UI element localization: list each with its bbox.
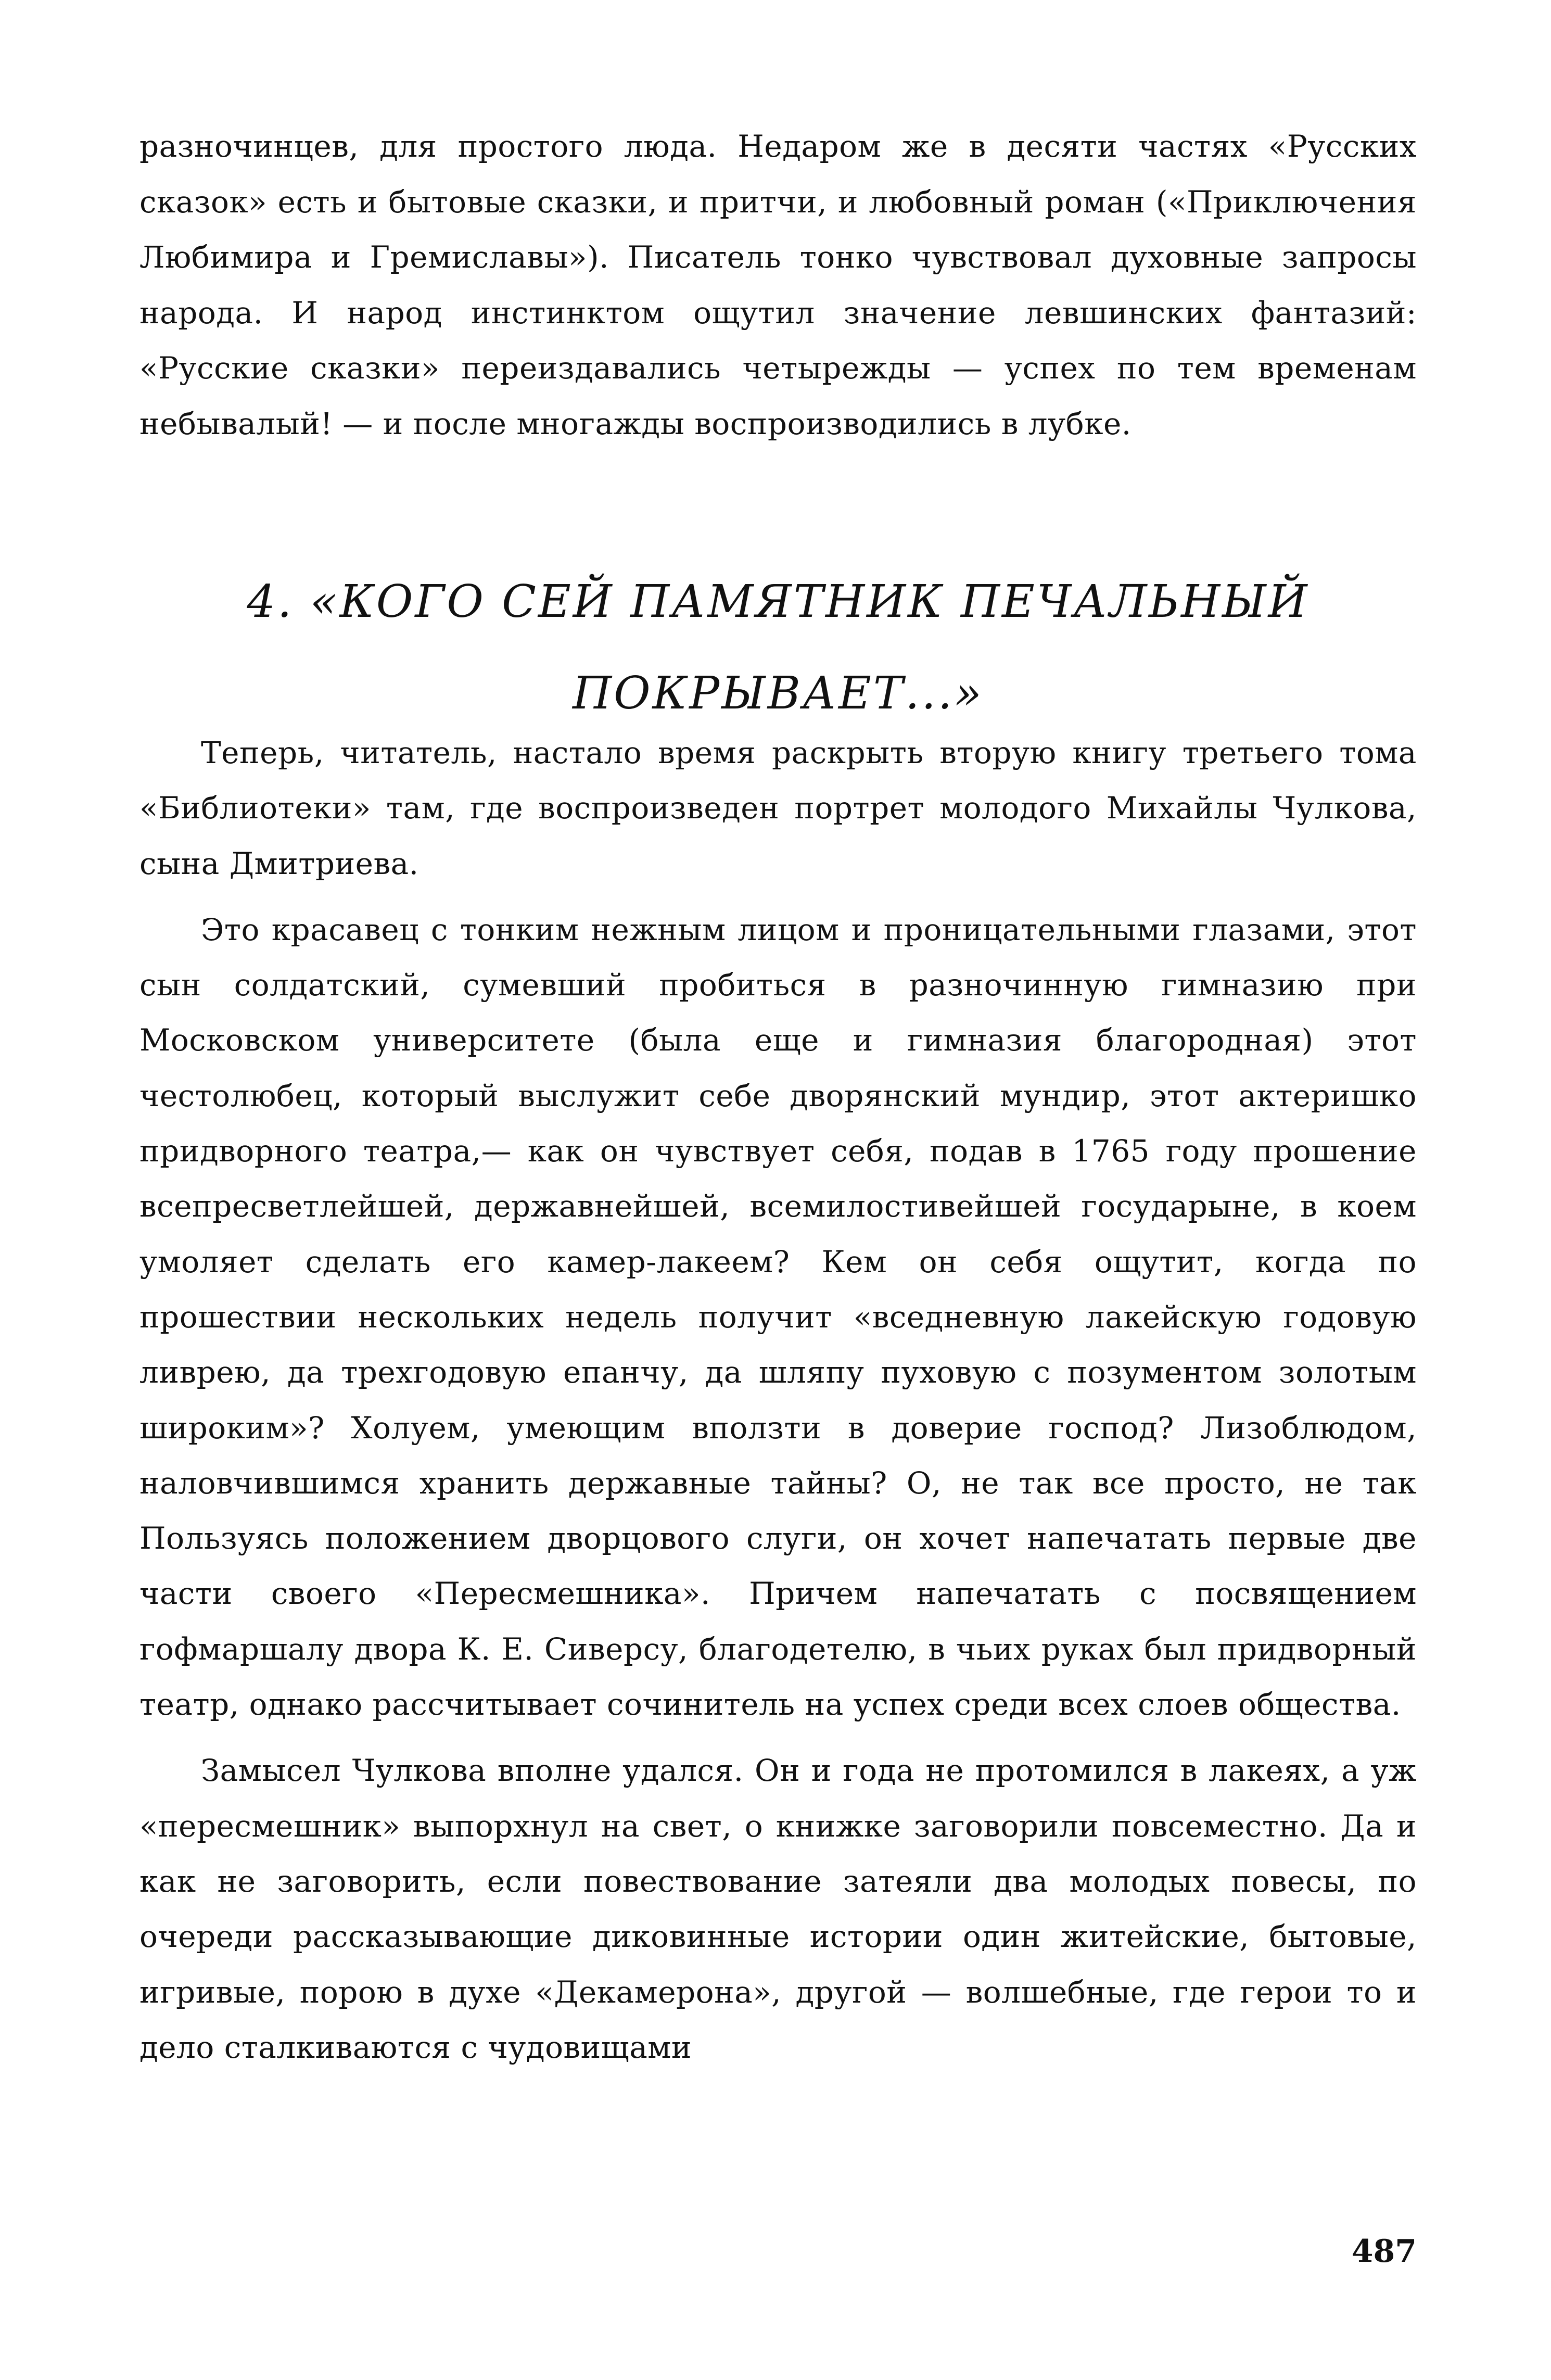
intro-paragraph: разночинцев, для простого люда. Недаром же в десяти частях «Русских сказок» есть и бытовые сказки, и притчи, и любовный роман («Приключения Любимира и Гремиславы»). Писатель тонко чувствовал духовные запросы народа. И народ инстинктом ощутил значение левшинских фантазий: «Русские сказки» переиздавались четырежды — успех по тем временам небывалый! — и после многажды воспроизводились в лубке. [139, 129, 1417, 441]
page-number: 487 [1351, 2233, 1417, 2270]
section-heading [139, 556, 1417, 739]
body-paragraph-1: Теперь, читатель, настало время раскрыть вторую книгу третьего тома «Библиотеки» там, где воспроизведен портрет молодого Михайлы Чулкова, сына Дмитриева. [139, 735, 1417, 881]
body-paragraph-3: Замысел Чулкова вполне удался. Он и года не протомился в лакеях, а уж «пересмешник» выпорхнул на свет, о книжке заговорили повсеместно. Да и как не заговорить, если повествование затеяли два молодых повесы, по очереди рассказывающие диковинные истории один житейские, бытовые, игривые, порою в духе «Декамерона», другой — волшебные, где герои то и дело сталкиваются с чудовищами [139, 1753, 1417, 2065]
section-heading-line-1: 4. «КОГО СЕЙ ПАМЯТНИК ПЕЧАЛЬНЫЙ [247, 576, 1310, 628]
intro-text-block [139, 119, 1417, 451]
body-paragraph-2: Это красавец с тонким нежным лицом и проницательными глазами, этот сын солдатский, сумевший пробиться в разночинную гимназию при Московском университете (была еще и гимназия благородная) этот честолюбец, который выслужит себе дворянский мундир, этот актеришко придворного театра,— как он чувствует себя, подав в 1765 году прошение всепресветлейшей, державнейшей, всемилостивейшей государыне, в коем умоляет сделать его камер-лакеем? Кем он себя ощутит, когда по прошествии нескольких недель получит «вседневную лакейскую годовую ливрею, да трехгодовую епанчу, да шляпу пуховую с позументом золотым широким»? Холуем, умеющим вползти в доверие господ? Лизоблюдом, наловчившимся хранить державные тайны? О, не так все просто, не так Пользуясь положением дворцового слуги, он хочет напечатать первые две части своего «Пересмешника». Причем напечатать с посвящением гофмаршалу двора К. Е. Сиверсу, благодетелю, в чьих руках был придворный театр, однако рассчитывает сочинитель на успех среди всех слоев общества. [139, 912, 1417, 1723]
section-heading-line-2: ПОКРЫВАЕТ...» [573, 667, 984, 719]
section-body [139, 725, 1417, 2075]
